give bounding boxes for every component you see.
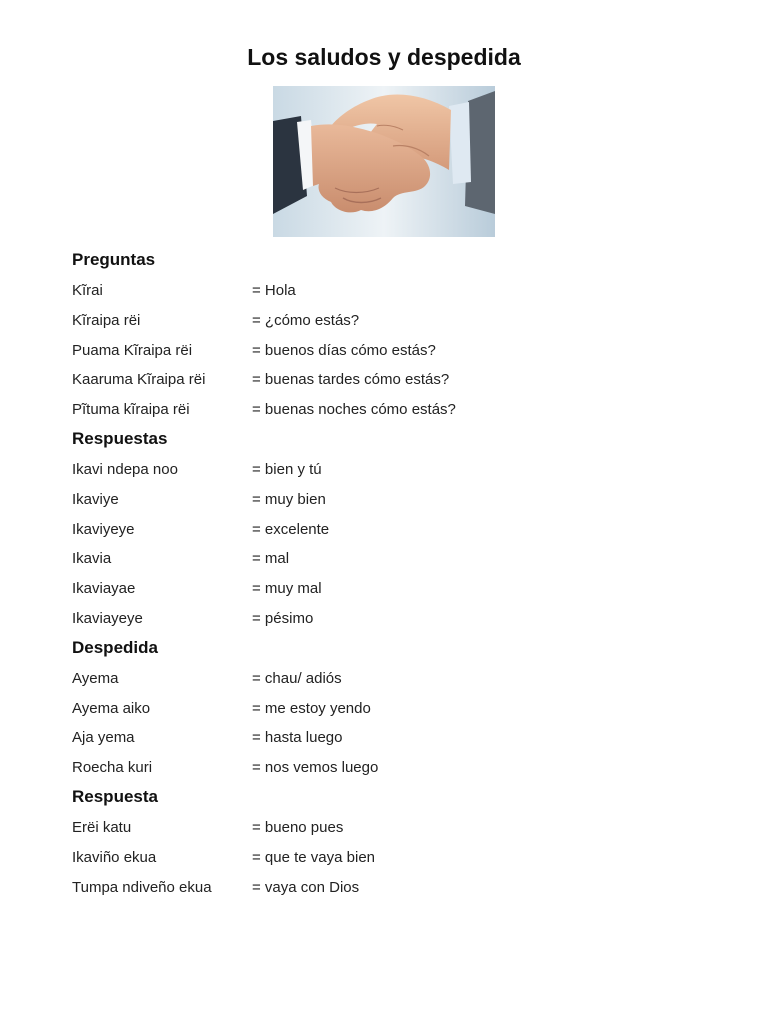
phrase-term: Roecha kuri <box>72 759 153 777</box>
list-item <box>72 457 712 487</box>
phrase-meaning: = bien y tú <box>252 460 322 478</box>
phrase-term: Kĩrai <box>72 282 103 299</box>
list-item <box>72 666 712 696</box>
list-item <box>72 278 712 308</box>
phrase-meaning: = muy bien <box>252 490 326 508</box>
list-item <box>72 546 712 576</box>
section-respuestas <box>72 427 712 636</box>
list-item <box>72 696 712 726</box>
list-item <box>72 606 712 636</box>
section-heading: Despedida <box>72 637 158 657</box>
phrase-meaning: = buenas tardes cómo estás? <box>252 371 450 389</box>
phrase-term: Ikaviayeye <box>72 609 143 627</box>
list-item <box>72 815 712 845</box>
phrase-meaning: = ¿cómo estás? <box>252 311 360 329</box>
phrase-term: Ikavi ndepa noo <box>72 460 178 478</box>
phrase-meaning: = mal <box>252 550 290 568</box>
phrase-list <box>72 248 712 904</box>
section-preguntas <box>72 248 712 427</box>
list-item <box>72 755 712 785</box>
phrase-meaning: = hasta luego <box>252 729 343 747</box>
phrase-meaning: = buenas noches cómo estás? <box>252 401 456 419</box>
list-item <box>72 338 712 368</box>
phrase-meaning: = buenos días cómo estás? <box>252 341 436 359</box>
phrase-term: Erëi katu <box>72 818 132 836</box>
phrase-meaning: = nos vemos luego <box>252 759 379 777</box>
phrase-term: Pĩtuma kĩraipa rëi <box>72 401 190 419</box>
phrase-meaning: = pésimo <box>252 609 314 627</box>
phrase-term: Puama Kĩraipa rëi <box>72 341 193 359</box>
page-title: Los saludos y despedida <box>247 44 521 70</box>
list-item <box>72 576 712 606</box>
list-item <box>72 397 712 427</box>
phrase-meaning: = excelente <box>252 520 330 538</box>
phrase-term: Ikavia <box>72 550 112 568</box>
phrase-meaning: = me estoy yendo <box>252 699 371 717</box>
phrase-term: Ikaviño ekua <box>72 848 157 866</box>
list-item <box>72 367 712 397</box>
phrase-meaning: = vaya con Dios <box>252 878 360 896</box>
list-item <box>72 487 712 517</box>
section-heading: Respuestas <box>72 428 168 448</box>
phrase-term: Ikaviayae <box>72 580 136 598</box>
phrase-term: Kĩraipa rëi <box>72 311 141 329</box>
phrase-term: Ikaviye <box>72 490 119 508</box>
list-item <box>72 845 712 875</box>
phrase-term: Tumpa ndiveño ekua <box>72 878 212 896</box>
list-item <box>72 725 712 755</box>
handshake-photo <box>273 86 495 237</box>
section-respuesta <box>72 785 712 904</box>
phrase-term: Ayema aiko <box>72 699 151 717</box>
phrase-term: Kaaruma Kĩraipa rëi <box>72 371 206 389</box>
phrase-meaning: = bueno pues <box>252 818 344 836</box>
section-heading: Respuesta <box>72 786 158 806</box>
phrase-term: Aja yema <box>72 729 135 747</box>
phrase-term: Ayema <box>72 669 119 687</box>
phrase-meaning: = chau/ adiós <box>252 669 342 687</box>
list-item <box>72 308 712 338</box>
phrase-meaning: = que te vaya bien <box>252 848 376 866</box>
phrase-meaning: = Hola <box>252 282 296 299</box>
section-despedida <box>72 636 712 785</box>
phrase-meaning: = muy mal <box>252 580 322 598</box>
list-item <box>72 875 712 905</box>
phrase-term: Ikaviyeye <box>72 520 135 538</box>
section-heading: Preguntas <box>72 250 156 269</box>
list-item <box>72 517 712 547</box>
